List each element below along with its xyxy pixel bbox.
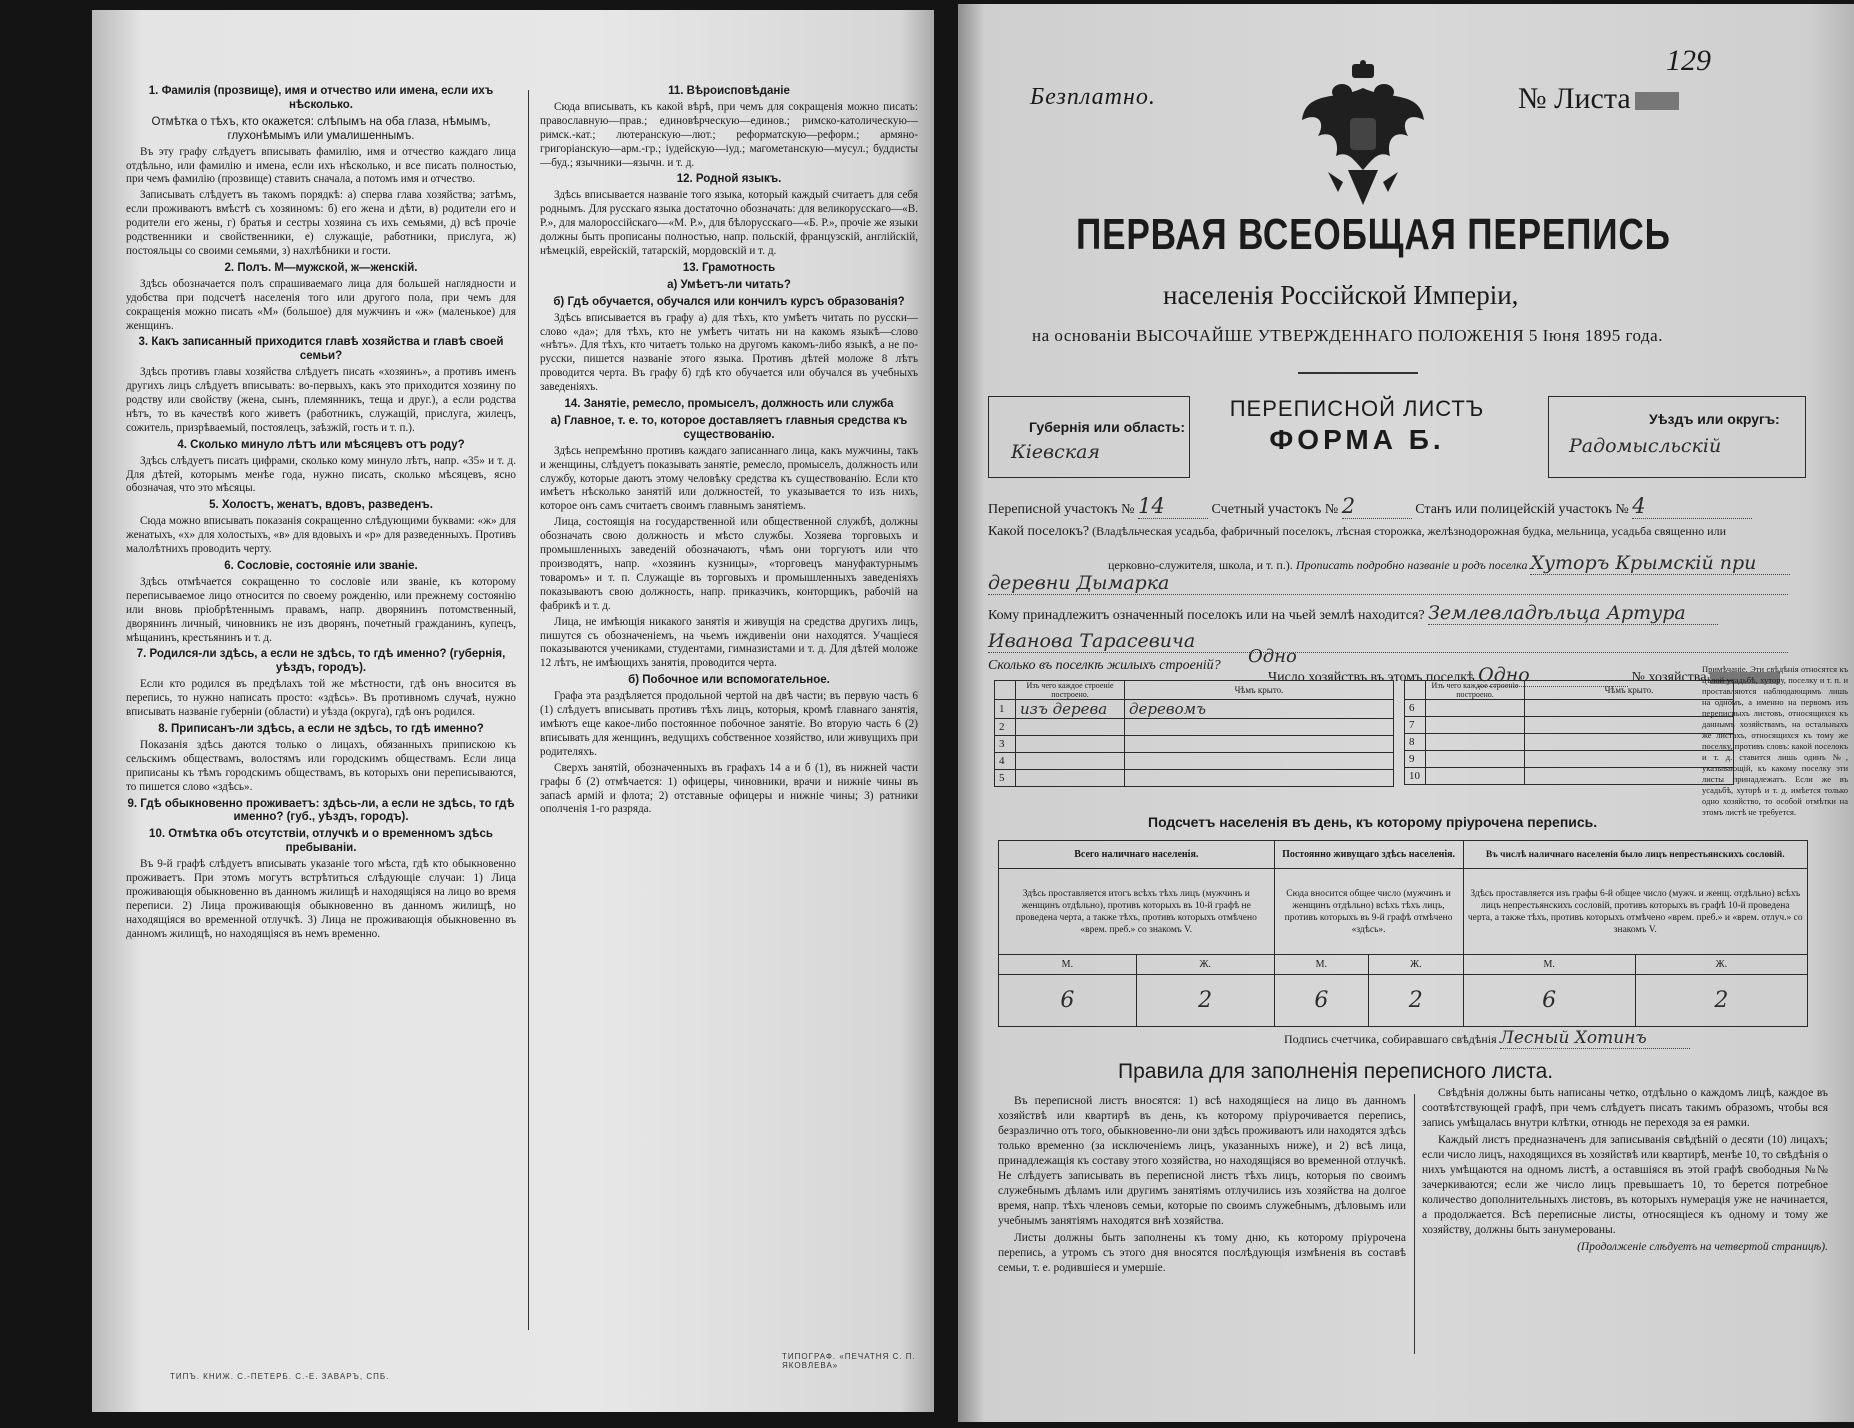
settlement-type-hint-2: церковно-служителя, школа, и т. п.). — [1108, 558, 1293, 572]
buildings-header-material: Изъ чего каждое строеніе построено. — [1426, 681, 1525, 700]
paragraph: Здѣсь отмѣчается сокращенно то сословіе или званіе, къ которому переписываемое лицо относится по своему рожденію, или прежнему состоянію или вновь пріобрѣтеннымъ правамъ, напр. дворянинъ потомственный, дворянинъ личный, чиновникъ не изъ дворянъ, почетный гражданинъ, купецъ, мѣщанинъ, крестьянинъ и т. д. — [126, 575, 516, 644]
rules-column-divider — [1414, 1094, 1415, 1354]
building-1-roof: деревомъ — [1125, 700, 1394, 719]
resident-male-value: 6 — [1274, 975, 1368, 1027]
printer-imprint-right: ТИПОГРАФ. «ПЕЧАТНЯ С. П. ЯКОВЛЕВА» — [782, 1352, 916, 1370]
title-rule — [1298, 372, 1418, 374]
buildings-table-left — [994, 680, 1394, 787]
section-13-heading: 13. Грамотность — [682, 261, 776, 274]
male-header: М. — [1274, 955, 1368, 975]
left-column-2 — [540, 82, 918, 1352]
buildings-header-material: Изъ чего каждое строеніе построено. — [1016, 681, 1125, 700]
male-header: М. — [999, 955, 1137, 975]
census-district-line — [988, 494, 1752, 519]
count-header-present: Всего наличнаго населенія. — [999, 841, 1275, 869]
paragraph: Записывать слѣдуетъ въ такомъ порядкѣ: а) сперва глава хозяйства; затѣмъ, если проживаютъ вмѣстѣ съ хозяиномъ: б) его жена и дѣти, в) родители его и родители его жены, г) братья и сестры хозяина съ ихъ семьями, д) всѣ прочіе родственники и свойственники, е) служащіе, работники, прислуга, ж) постояльцы со своими семьями, з) нахлѣбники и гости. — [126, 189, 516, 257]
form-header — [1212, 396, 1502, 456]
buildings-table-right — [1404, 680, 1734, 785]
settlement-value-2: деревни Дымарка — [988, 572, 1788, 595]
row-number: 4 — [995, 753, 1016, 770]
paragraph: Графа эта раздѣляется продольной чертой на двѣ части; въ первую часть 6 (1) слѣдуетъ вписывать противъ тѣхъ лицъ, которыя, кромѣ главнаго занятія, имѣютъ еще какое-либо постоянное побочное занятіе. Во вторую часть 6 (2) вписывать для женщинъ, ведущихъ собственное хозяйство, или живущихъ при родителяхъ. — [540, 690, 918, 758]
paragraph: Лица, не имѣющія никакого занятія и живущія на средства другихъ лицъ, пишутся съ обозначеніемъ, на чьемъ иждивеніи они находятся. Учащіеся показываются учениками, студентами, гимназистами и т. д. Для дѣтей моложе 12 лѣтъ, не имѣющихъ занятія, проводится черта. — [540, 615, 918, 670]
resident-female-value: 2 — [1369, 975, 1463, 1027]
header-box — [988, 396, 1806, 476]
left-column-1 — [126, 82, 516, 1372]
row-number: 6 — [1405, 700, 1426, 717]
buildings-header-roof: Чѣмъ крыто. — [1525, 681, 1734, 700]
section-13b-heading: б) Гдѣ обучается, обучался или кончилъ курсъ образованія? — [553, 295, 905, 308]
paragraph: Здѣсь слѣдуетъ писать цифрами, сколько кому минуло лѣтъ, напр. «35» и т. д. Для дѣтей, которымъ менѣе года, нужно писать, сколько мѣсяцевъ, ясно обозначая, что это мѣсяцы. — [126, 454, 516, 495]
row-number: 10 — [1405, 768, 1426, 785]
population-count-table — [998, 840, 1808, 1027]
female-header: Ж. — [1369, 955, 1463, 975]
rules-column-1 — [998, 1094, 1406, 1394]
paragraph: Здѣсь непремѣнно противъ каждаго записаннаго лица, какъ мужчины, такъ и женщины, слѣдуетъ показывать занятіе, ремесло, промыселъ, должность или службу, которые даютъ этому человѣку средства къ существованію. Если кто имѣетъ нѣсколько занятій или должностей, то указывается то изъ нихъ, которое онъ самъ считаетъ своимъ главнымъ занятіемъ. — [540, 444, 918, 513]
section-4-heading: 4. Сколько минуло лѣтъ или мѣсяцевъ отъ роду? — [177, 438, 465, 451]
free-label: Безплатно. — [1030, 84, 1156, 110]
police-district-value: 4 — [1632, 494, 1752, 519]
section-8-heading: 8. Приписанъ-ли здѣсь, а если не здѣсь, то гдѣ именно? — [158, 722, 484, 735]
household-number-label: № хозяйства — [1631, 670, 1707, 685]
section-9-heading: 9. Гдѣ обыкновенно проживаетъ: здѣсь-ли, а если не здѣсь, то гдѣ именно? (губ., уѣздъ, городъ). — [127, 797, 515, 824]
settlement-value-1: Хуторъ Крымскій при — [1530, 552, 1790, 575]
counter-signature-line — [1284, 1028, 1690, 1049]
male-header: М. — [1463, 955, 1635, 975]
section-7-heading: 7. Родился-ли здѣсь, а если не здѣсь, то гдѣ именно? (губернія, уѣздъ, городъ). — [136, 648, 506, 675]
province-label: Губернія или область: — [1029, 419, 1186, 435]
count-header-resident: Постоянно живущаго здѣсь населенія. — [1274, 841, 1463, 869]
row-number: 3 — [995, 736, 1016, 753]
settlement-value-line — [988, 572, 1788, 595]
paragraph: Здѣсь вписывается въ графу а) для тѣхъ, кто умѣетъ читать по русски—слово «да»; для тѣхъ, кто не умѣетъ читать ни на какомъ языкѣ—слово «нѣтъ». Для тѣхъ, кто читаетъ только на другомъ какомъ-либо языкѣ, а не по-русски, пишется названіе этого языка. Противъ дѣтей моложе 8 лѣтъ проводится черта. Въ графу б) гдѣ кто обучается или обучался въ учебныхъ заведеніяхъ. — [540, 311, 918, 394]
section-3-heading: 3. Какъ записанный приходится главѣ хозяйства и главѣ своей семьи? — [138, 336, 504, 363]
form-subtitle: ФОРМА Б. — [1269, 424, 1445, 455]
district-box — [1548, 396, 1806, 478]
paragraph: Въ 9-й графѣ слѣдуетъ вписывать указаніе того мѣста, гдѣ кто обыкновенно проживаетъ. При этомъ могутъ встрѣтиться слѣдующіе случаи: 1) Лица проживающія обыкновенно въ данномъ жилищѣ и находящіяся на лицо во время переписи. 2) Лица проживающія обыкновенно въ данномъ жилищѣ, но находящіяся во временной отлучкѣ. 3) Лица не проживающія обыкновенно въ данномъ жилищѣ, но находящіяся въ немъ временно. — [126, 858, 516, 940]
households-label: Число хозяйствъ въ этомъ поселкѣ — [1268, 670, 1475, 685]
paragraph: Сюда вписывать, къ какой вѣрѣ, при чемъ для сокращенія можно писать: православную—прав.; единовѣрческую—единов.; римско-католическую—римск.-кат.; лютеранскую—лют.; реформатскую—реформ.; армяно-григоріанскую—арм.-гр.; іудейскую—іуд.; магометанскую—мусул.; буддисты—буд.; язычники—язычн. и т. д. — [540, 100, 918, 169]
settlement-type-label: Какой поселокъ? — [988, 524, 1090, 539]
buildings-label: Сколько въ поселкѣ жилыхъ строеній? — [988, 658, 1221, 673]
counter-signature-value: Лесный Хотинъ — [1500, 1028, 1690, 1049]
rules-title: Правила для заполненія переписного листа. — [1118, 1060, 1554, 1083]
district-label: Уѣздъ или округъ: — [1649, 411, 1780, 427]
rules-paragraph: Въ переписной листъ вносятся: 1) всѣ находящіеся на лицо въ данномъ хозяйствѣ или квартирѣ въ день, къ которому пріурочивается перепись, безразлично отъ того, обыкновенно-ли они здѣсь проживаютъ или находятся здѣсь только временно (за исключеніемъ лицъ, указанныхъ ниже), и 2) всѣ лица, принадлежащія къ составу этого хозяйства, но находящіяся во временной отлучкѣ. Не слѣдуетъ записывать въ переписной листъ тѣхъ лицъ, которыя по своимъ служебнымъ дѣламъ или другимъ занятіямъ отлучились изъ хозяйства на долгое время, напр. тѣхъ членовъ семьи, которые по своимъ служебнымъ, дѣловымъ или учебнымъ занятіямъ находятся внѣ хозяйства. — [998, 1095, 1406, 1227]
paragraph: Лица, состоящія на государственной или общественной службѣ, должны обозначать свою должность и мѣсто службы. Хозяева торговыхъ и промышленныхъ заведеній обозначаютъ, чѣмъ они торгуютъ или что производятъ, напр. «хозяинъ кузницы», «торговецъ мануфактурнымъ товаромъ» и т. п. Служащіе въ торговыхъ и промышленныхъ заведеніяхъ показываютъ свою должность, напр. приказчикъ, конторщикъ, рабочій на фабрикѣ и т. д. — [540, 516, 918, 612]
form-title: ПЕРЕПИСНОЙ ЛИСТЪ — [1229, 396, 1485, 421]
count-desc-resident: Сюда вносится общее число (мужчинъ и женщинъ отдѣльно) всѣхъ тѣхъ лицъ, противъ которыхъ въ 9-й графѣ отмѣчено «здѣсь». — [1274, 869, 1463, 955]
police-district-label: Станъ или полицейскій участокъ № — [1415, 502, 1629, 517]
owner-value-line — [988, 630, 1788, 653]
section-6-heading: 6. Сословіе, состояніе или званіе. — [224, 560, 418, 572]
settlement-type-line — [988, 524, 1726, 540]
households-value: Одно — [1478, 664, 1628, 687]
rules-continued-note: (Продолженіе слѣдуетъ на четвертой страницѣ). — [1577, 1241, 1828, 1253]
non-peasant-male-value: 6 — [1463, 975, 1635, 1027]
section-10-heading: 10. Отмѣтка объ отсутствіи, отлучкѣ и о временномъ здѣсь пребываніи. — [149, 828, 493, 855]
counting-district-label: Счетный участокъ № — [1211, 502, 1339, 517]
row-number: 2 — [995, 719, 1016, 736]
section-2-heading: 2. Полъ. М—мужской, ж—женскій. — [224, 261, 418, 274]
present-male-value: 6 — [999, 975, 1137, 1027]
redaction-box — [1635, 92, 1679, 110]
count-header-non-peasant: Въ числѣ наличнаго населенія было лицъ непрестьянскихъ сословій. — [1463, 841, 1807, 869]
census-subtitle: населенія Россійской Имперіи, — [1163, 280, 1519, 310]
count-desc-present: Здѣсь проставляется итогъ всѣхъ тѣхъ лицъ (мужчинъ и женщинъ отдѣльно), противъ которыхъ въ 10-й графѣ не проведена черта, а также тѣхъ, противъ которыхъ отмѣчено «врем. преб.» со знакомъ V. — [999, 869, 1275, 955]
paragraph: Въ эту графу слѣдуетъ вписывать фамилію, имя и отчество каждаго лица отдѣльно, или фамилію и имена, если ихъ нѣсколько, и все писать полностью, при чемъ фамилію (прозвище) ставить сначала, а потомъ имя и отчество. — [126, 145, 516, 186]
row-number: 1 — [995, 700, 1016, 719]
buildings-header-roof: Чѣмъ крыто. — [1125, 681, 1394, 700]
section-14b-heading: б) Побочное или вспомогательное. — [628, 674, 830, 687]
section-14-heading: 14. Занятіе, ремесло, промыселъ, должность или служба — [564, 398, 894, 411]
section-1-heading: 1. Фамилія (прозвище), имя и отчество или имена, если ихъ нѣсколько. — [148, 85, 494, 111]
buildings-line — [988, 658, 1221, 674]
count-desc-non-peasant: Здѣсь проставляется изъ графы 6-й общее число (мужч. и женщ. отдѣльно) всѣхъ лицъ непрестьянскихъ сословій, противъ которыхъ въ графѣ 10-й проведена черта, а также тѣхъ, противъ которыхъ отмѣчено «врем. преб.» и «врем. отлуч.» со знакомъ V. — [1463, 869, 1807, 955]
row-number: 8 — [1405, 734, 1426, 751]
double-headed-eagle-emblem — [1298, 60, 1428, 210]
corner-number: 129 — [1666, 44, 1711, 77]
list-number — [1518, 82, 1679, 116]
paragraph: Если кто родился въ предѣлахъ той же мѣстности, гдѣ онъ вносится въ перепись, то нужно написать просто: «здѣсь». Въ противномъ случаѣ, нужно вписывать названіе губерніи (области) и уѣзда (округа), гдѣ онъ родился. — [126, 678, 516, 719]
settlement-type-hint: (Владѣльческая усадьба, фабричный поселокъ, лѣсная сторожка, желѣзнодорожная будка, мельница, усадьба священно или — [1092, 524, 1726, 538]
owner-value-2: Иванова Тарасевича — [988, 630, 1788, 653]
female-header: Ж. — [1136, 955, 1274, 975]
rules-paragraph: Листы должны быть заполнены къ тому дню, къ которому пріурочена перепись, а утромъ съ этого дня вносятся послѣдующія измѣненія въ составѣ семьи, т. е. родившіеся и умершіе. — [998, 1232, 1406, 1274]
section-11-heading: 11. Вѣроисповѣданіе — [668, 85, 790, 97]
female-header: Ж. — [1635, 955, 1807, 975]
rules-paragraph: Свѣдѣнія должны быть написаны четко, отдѣльно о каждомъ лицѣ, каждое въ соотвѣтствующей графѣ, при чемъ слѣдуетъ писать такимъ образомъ, чтобы вся запись умѣщалась внутри клѣтки, отнюдь не переходя за ея рамки. — [1422, 1087, 1828, 1129]
count-title: Подсчетъ населенія въ день, къ которому пріурочена перепись. — [1148, 814, 1598, 830]
census-title: ПЕРВАЯ ВСЕОБЩАЯ ПЕРЕПИСЬ — [1076, 210, 1671, 259]
owner-label: Кому принадлежитъ означенный поселокъ или на чьей землѣ находится? — [988, 608, 1425, 623]
non-peasant-female-value: 2 — [1635, 975, 1807, 1027]
rules-column-2 — [1422, 1086, 1828, 1386]
census-legal-basis: на основаніи ВЫСОЧАЙШЕ УТВЕРЖДЕННАГО ПОЛОЖЕНІЯ 5 Іюня 1895 года. — [1032, 326, 1663, 345]
paragraph: Здѣсь противъ главы хозяйства слѣдуетъ писать «хозяинъ», а противъ именъ другихъ лицъ слѣдуетъ вписывать: во-первыхъ, какъ это приходится хозяину по родству или свойству (жена, сынъ, племянникъ, теща и друг.), а если родства нѣтъ, то въ качествѣ кого живетъ (работникъ, служащій, прислуга, жилецъ, сожитель, призрѣваемый, постоялецъ, заѣзжій, гость и т. п.). — [126, 366, 516, 434]
census-district-label: Переписной участокъ № — [988, 502, 1135, 517]
province-value: Кіевская — [1011, 441, 1100, 463]
district-value: Радомысльскій — [1569, 435, 1722, 457]
section-14a-heading: а) Главное, т. е. то, которое доставляетъ главныя средства къ существованію. — [550, 414, 908, 441]
province-box — [988, 396, 1190, 478]
rules-paragraph: Каждый листъ предназначенъ для записыванія свѣдѣній о десяти (10) лицахъ; если число лицъ, находящихся въ хозяйствѣ или квартирѣ, менѣе 10, то свѣдѣнія о нихъ умѣщаются на одномъ листѣ, а оставшіяся въ этой графѣ свободныя №№ зачеркиваются; если же число лицъ превышаетъ 10, то берется потребное количество дополнительныхъ листовъ, въ которыхъ нумерація уже не начинается, а продолжается. Всѣ переписные листы, относящіеся къ одному и тому же хозяйству, должны быть занумерованы. — [1422, 1134, 1828, 1236]
right-page — [958, 4, 1854, 1422]
counting-district-value: 2 — [1342, 494, 1412, 519]
row-number: 7 — [1405, 717, 1426, 734]
counter-signature-label: Подпись счетчика, собиравшаго свѣдѣнія — [1284, 1032, 1497, 1046]
list-number-label: № Листа — [1518, 82, 1631, 115]
buildings-note: Примѣчаніе. Эти свѣдѣнія относятся къ цѣлой усадьбѣ, хутору, поселку и т. п. и проставляются наблюдающимъ лишь на одномъ, а именно на первомъ изъ переписныхъ листовъ, относящихся къ даннымъ хозяйствамъ, на остальныхъ же листахъ, относящихся къ тому же поселку, противъ словъ: какой поселокъ и т. д. ставится лишь одинъ №, указывающій, къ какому поселку эти листы принадлежатъ. Если же въ усадьбѣ, хуторѣ и т. д. имѣется только одно хозяйство, то особой отмѣтки на этомъ листѣ не требуется. — [1702, 664, 1848, 817]
section-1-subheading: Отмѣтка о тѣхъ, кто окажется: слѣпымъ на оба глаза, нѣмымъ, глухонѣмымъ или умалишеннымъ. — [151, 115, 491, 142]
row-number: 9 — [1405, 751, 1426, 768]
settlement-instruction: Прописать подробно названіе и родъ поселка — [1295, 558, 1528, 572]
column-divider — [528, 90, 529, 1330]
paragraph: Здѣсь вписывается названіе того языка, который каждый считаетъ для себя роднымъ. Для русскаго языка достаточно обозначать: для великорусскаго—«В. Р.», для малороссійскаго—«М. Р.», для бѣлорусскаго—«Б. Р.», прочіе же языки должны быть прописаны полностью, напр. польскій, французскій, англійскій, нѣмецкій, еврейскій, татарскій, мордовскій и т. д. — [540, 189, 918, 257]
paragraph: Здѣсь обозначается полъ спрашиваемаго лица для большей наглядности и удобства при подсчетѣ населенія того или другого пола, при чемъ для сокращенія можно писать «М» (большое) для мужчинъ и «ж» (маленькое) для женщинъ. — [126, 277, 516, 332]
owner-value-1: Землевладѣльца Артура — [1428, 602, 1718, 625]
printer-imprint-left: ТИПЪ. КНИЖ. С.-ПЕТЕРБ. С.-Е. ЗАВАРЪ, СПБ. — [170, 1372, 390, 1381]
owner-line — [988, 602, 1718, 625]
buildings-value: Одно — [1248, 646, 1297, 667]
building-1-material: изъ дерева — [1016, 700, 1125, 719]
paragraph: Сюда можно вписывать показанія сокращенно слѣдующими буквами: «ж» для женатыхъ, «х» для холостыхъ, «в» для вдовыхъ и «р» для разведенныхъ. Противъ малолѣтнихъ проводить черту. — [126, 515, 516, 556]
paragraph: Сверхъ занятій, обозначенныхъ въ графахъ 14 а и б (1), въ нижней части графы б (2) отмѣчается: 1) офицеры, чиновники, врачи и нижніе чины въ запасѣ армій и флота; 2) отставные офицеры и нижніе чины; 3) ратники ополченія 1-го разряда. — [540, 761, 918, 816]
left-page — [92, 10, 934, 1412]
row-number: 5 — [995, 770, 1016, 787]
present-female-value: 2 — [1136, 975, 1274, 1027]
section-12-heading: 12. Родной языкъ. — [676, 173, 782, 186]
buildings-value-line — [1248, 646, 1297, 667]
section-13a-heading: а) Умѣетъ-ли читать? — [667, 278, 791, 291]
census-district-value: 14 — [1138, 494, 1208, 519]
section-5-heading: 5. Холостъ, женатъ, вдовъ, разведенъ. — [209, 499, 433, 512]
paragraph: Показанія здѣсь даются только о лицахъ, обязанныхъ припискою къ сельскимъ обществамъ, волостямъ или городскимъ обществамъ. Если лица приписаны къ тѣмъ городскимъ обществамъ, въ которыхъ они переписываются, то пишется слово «здѣсь». — [126, 738, 516, 793]
